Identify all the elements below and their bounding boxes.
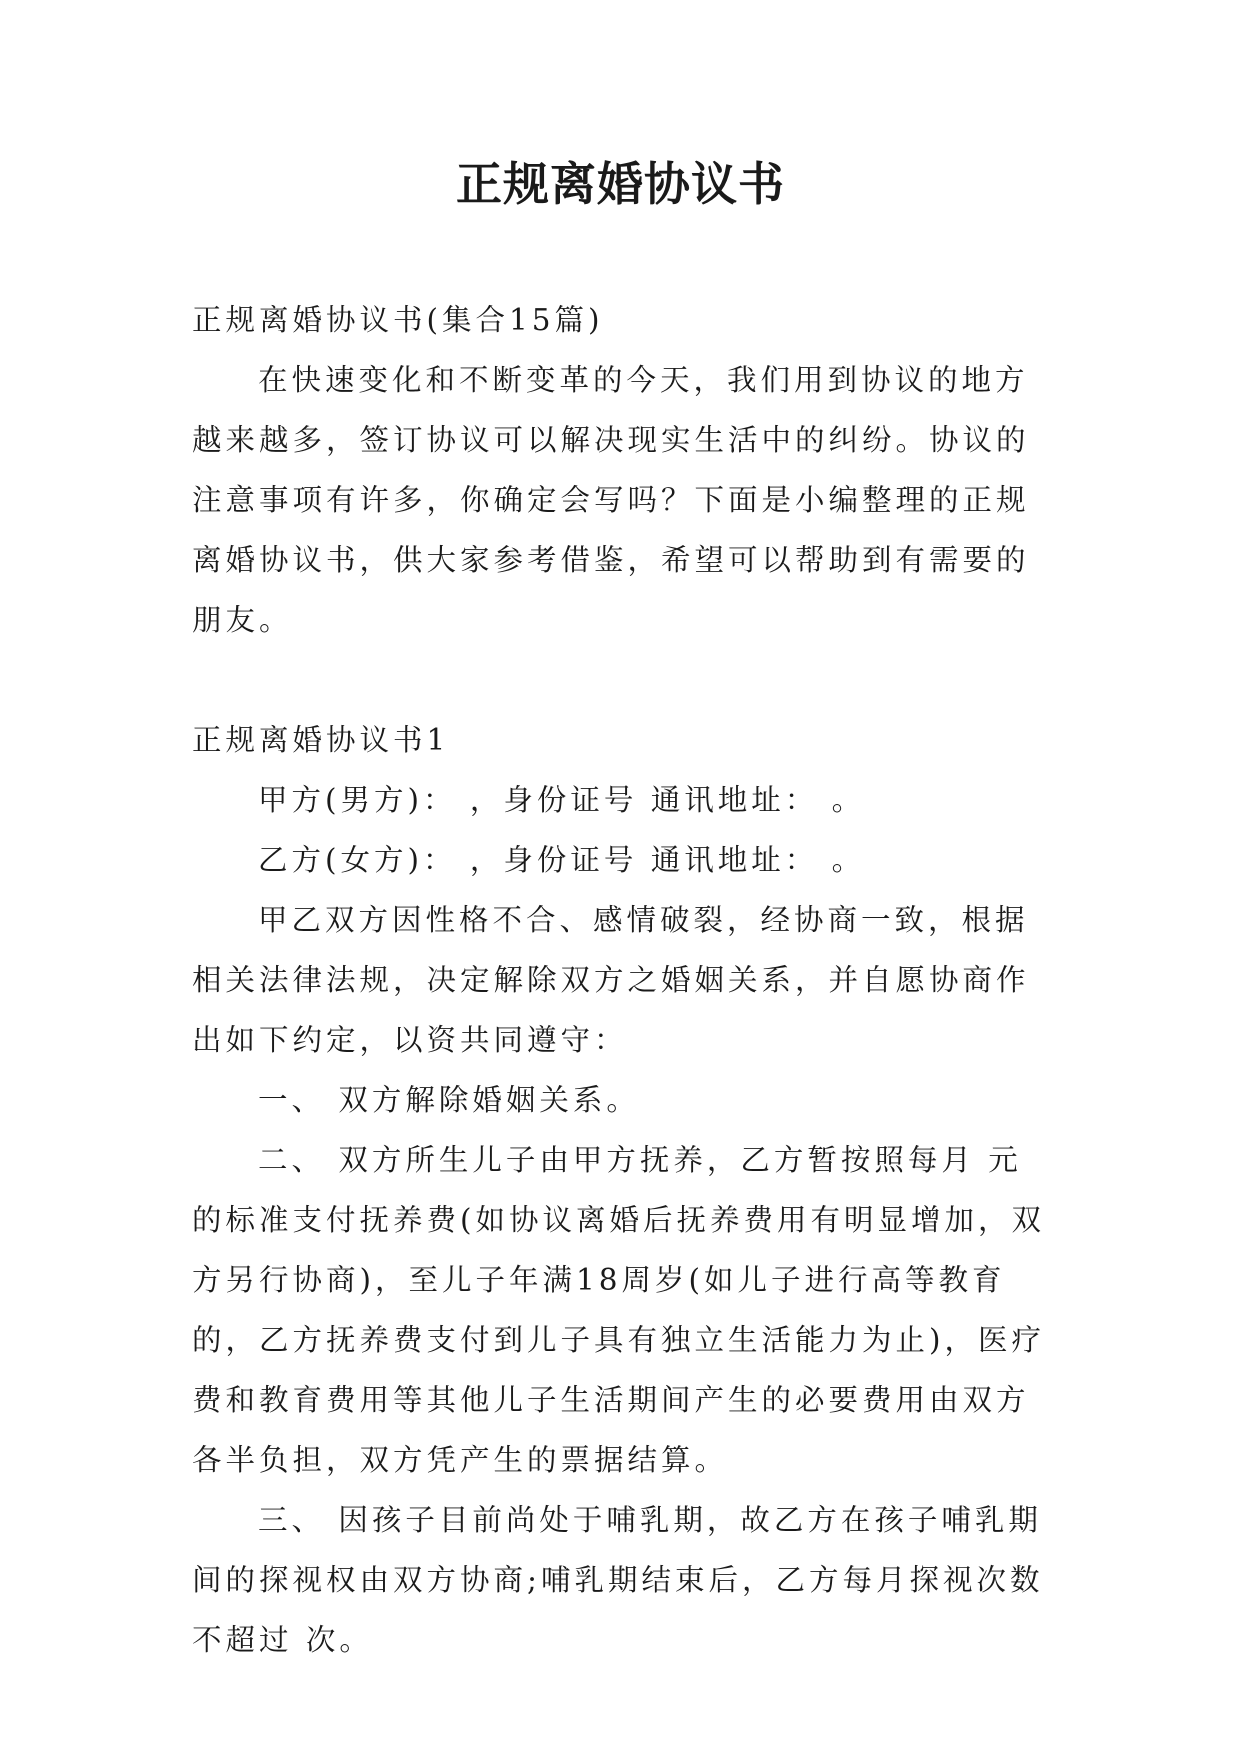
preamble-paragraph: 甲乙双方因性格不合、感情破裂，经协商一致，根据相关法律法规，决定解除双方之婚姻关系，并自愿协商作出如下约定，以资共同遵守： xyxy=(192,903,1030,1057)
paragraph-gap xyxy=(192,650,1054,710)
section-heading: 正规离婚协议书1 xyxy=(192,723,450,757)
document-body xyxy=(192,290,1054,1670)
party-b-line: 乙方(女方)： ，身份证号 通讯地址： 。 xyxy=(258,843,866,877)
party-a-line: 甲方(男方)： ，身份证号 通讯地址： 。 xyxy=(258,783,866,817)
clause-3: 三、 因孩子目前尚处于哺乳期，故乙方在孩子哺乳期间的探视权由双方协商;哺乳期结束后，乙方每月探视次数不超过 次。 xyxy=(192,1503,1044,1657)
document-title: 正规离婚协议书 xyxy=(456,157,785,211)
intro-paragraph: 在快速变化和不断变革的今天，我们用到协议的地方越来越多，签订协议可以解决现实生活中的纠纷。协议的注意事项有许多，你确定会写吗？下面是小编整理的正规离婚协议书，供大家参考借鉴，希望可以帮助到有需要的朋友。 xyxy=(192,363,1030,637)
clause-2: 二、 双方所生儿子由甲方抚养，乙方暂按照每月 元的标准支付抚养费(如协议离婚后抚养费用有明显增加，双方另行协商)，至儿子年满18周岁(如儿子进行高等教育的，乙方抚养费支付到儿子具有独立生活能力为止)，医疗费和教育费用等其他儿子生活期间产生的必要费用由双方各半负担，双方凭产生的票据结算。 xyxy=(192,1143,1046,1477)
clause-1: 一、 双方解除婚姻关系。 xyxy=(258,1083,640,1117)
document-subtitle: 正规离婚协议书(集合15篇) xyxy=(192,303,604,337)
